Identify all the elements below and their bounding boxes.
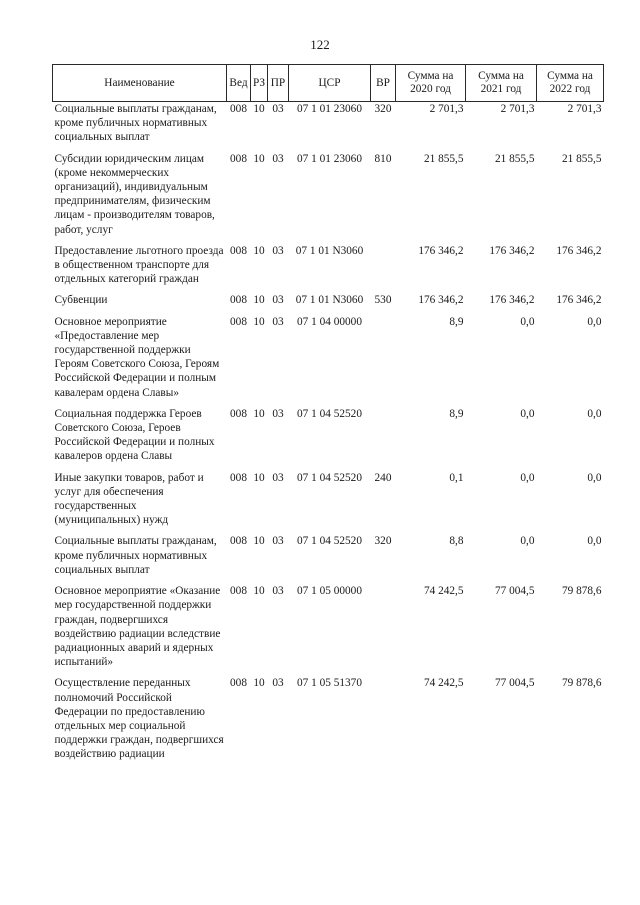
row-sum-2020: 74 242,5 <box>423 677 464 690</box>
row-sum-2022: 0,0 <box>587 407 602 420</box>
row-sum-2020: 2 701,3 <box>429 103 464 115</box>
row-ved: 008 <box>230 677 247 690</box>
row-csr: 07 1 05 00000 <box>297 585 362 598</box>
row-sum-2020: 0,1 <box>449 471 464 484</box>
row-sum-2021: 176 346,2 <box>489 294 535 307</box>
row-name: Субсидии юридическим лицам (кроме некоммерческих организаций), индивидуальным предпринимателям, физическим лицам - производителям товаров, работ, услуг <box>54 152 215 236</box>
row-csr: 07 1 01 N3060 <box>295 294 364 307</box>
row-sum-2022: 176 346,2 <box>556 294 602 307</box>
row-vr <box>371 584 396 676</box>
row-pr: 03 <box>272 585 284 598</box>
row-ved: 008 <box>230 471 247 484</box>
row-rz: 10 <box>253 294 265 307</box>
row-ved: 008 <box>230 244 247 257</box>
table-row <box>53 584 604 676</box>
row-vr <box>371 676 396 768</box>
table-row <box>53 152 604 244</box>
table-row <box>53 244 604 294</box>
row-name: Социальные выплаты гражданам, кроме публичных нормативных социальных выплат <box>54 103 217 144</box>
table-row <box>53 534 604 584</box>
row-vr <box>371 244 396 294</box>
row-rz: 10 <box>253 407 265 420</box>
table-row <box>53 293 604 314</box>
table-row <box>53 676 604 768</box>
row-name: Осуществление переданных полномочий Российской Федерации по предоставлению отдельных мер социальной поддержки граждан, подвергшихся воздействию радиации <box>54 677 224 761</box>
row-sum-2022: 79 878,6 <box>561 585 602 598</box>
row-csr: 07 1 05 51370 <box>297 677 362 690</box>
row-name: Социальные выплаты гражданам, кроме публичных нормативных социальных выплат <box>54 535 217 576</box>
row-vr: 530 <box>374 294 392 307</box>
row-sum-2021: 0,0 <box>520 471 535 484</box>
row-sum-2020: 176 346,2 <box>418 244 464 257</box>
header-sum-2022: Сумма на 2022 год <box>537 65 604 102</box>
row-rz: 10 <box>253 244 265 257</box>
row-csr: 07 1 04 52520 <box>297 407 362 420</box>
row-ved: 008 <box>230 407 247 420</box>
table-row <box>53 471 604 535</box>
row-rz: 10 <box>253 152 265 165</box>
row-pr: 03 <box>272 103 284 115</box>
row-sum-2022: 2 701,3 <box>567 103 602 115</box>
row-rz: 10 <box>253 471 265 484</box>
row-name: Основное мероприятие «Предоставление мер государственной поддержки Героям Советского Союза, Героям Российской Федерации и полным кавалерам ордена Славы» <box>54 315 220 399</box>
row-sum-2022: 176 346,2 <box>556 244 602 257</box>
row-name: Социальная поддержка Героев Советского Союза, Героев Российской Федерации и полных кавалеров ордена Славы <box>54 407 215 463</box>
row-pr: 03 <box>272 471 284 484</box>
row-sum-2022: 0,0 <box>587 535 602 548</box>
row-pr: 03 <box>272 407 284 420</box>
header-ved: Вед <box>227 65 251 102</box>
row-sum-2022: 0,0 <box>587 471 602 484</box>
row-vr: 240 <box>374 471 392 484</box>
row-sum-2020: 8,9 <box>449 407 464 420</box>
row-ved: 008 <box>230 535 247 548</box>
row-sum-2022: 0,0 <box>587 315 602 328</box>
row-csr: 07 1 04 52520 <box>297 535 362 548</box>
row-sum-2020: 74 242,5 <box>423 585 464 598</box>
row-ved: 008 <box>230 585 247 598</box>
row-sum-2021: 21 855,5 <box>494 152 535 165</box>
header-sum-2021: Сумма на 2021 год <box>466 65 537 102</box>
row-sum-2021: 77 004,5 <box>494 585 535 598</box>
row-pr: 03 <box>272 152 284 165</box>
row-pr: 03 <box>272 244 284 257</box>
row-sum-2021: 176 346,2 <box>489 244 535 257</box>
header-pr: ПР <box>268 65 289 102</box>
row-name: Основное мероприятие «Оказание мер государственной поддержки граждан, подвергшихся воздействию радиации вследствие радиационных аварий и ядерных испытаний» <box>54 585 221 669</box>
row-name: Субвенции <box>54 294 108 307</box>
table-row <box>53 315 604 407</box>
row-rz: 10 <box>253 535 265 548</box>
row-csr: 07 1 01 23060 <box>297 152 362 165</box>
row-csr: 07 1 01 23060 <box>297 103 362 115</box>
row-rz: 10 <box>253 677 265 690</box>
row-pr: 03 <box>272 677 284 690</box>
header-sum-2020: Сумма на 2020 год <box>396 65 466 102</box>
row-sum-2020: 176 346,2 <box>418 294 464 307</box>
row-csr: 07 1 04 52520 <box>297 471 362 484</box>
table-body <box>53 102 604 769</box>
row-sum-2021: 0,0 <box>520 535 535 548</box>
table-row <box>53 407 604 471</box>
row-csr: 07 1 01 N3060 <box>295 244 364 257</box>
row-ved: 008 <box>230 103 247 115</box>
row-vr: 320 <box>374 103 392 115</box>
row-sum-2020: 21 855,5 <box>423 152 464 165</box>
row-pr: 03 <box>272 535 284 548</box>
row-ved: 008 <box>230 294 247 307</box>
row-rz: 10 <box>253 103 265 115</box>
row-vr: 810 <box>374 152 392 165</box>
header-rz: РЗ <box>251 65 268 102</box>
row-sum-2020: 8,9 <box>449 315 464 328</box>
row-vr <box>371 315 396 407</box>
row-sum-2021: 2 701,3 <box>500 103 535 115</box>
row-name: Иные закупки товаров, работ и услуг для обеспечения государственных (муниципальных) нужд <box>54 471 204 527</box>
budget-table <box>52 64 604 769</box>
row-pr: 03 <box>272 315 284 328</box>
row-name: Предоставление льготного проезда в общественном транспорте для отдельных категорий граждан <box>54 244 224 286</box>
row-vr <box>371 407 396 471</box>
row-sum-2021: 0,0 <box>520 315 535 328</box>
row-rz: 10 <box>253 585 265 598</box>
row-csr: 07 1 04 00000 <box>297 315 362 328</box>
row-sum-2021: 0,0 <box>520 407 535 420</box>
row-sum-2022: 21 855,5 <box>561 152 602 165</box>
row-sum-2020: 8,8 <box>449 535 464 548</box>
row-sum-2022: 79 878,6 <box>561 677 602 690</box>
row-vr: 320 <box>374 535 392 548</box>
row-sum-2021: 77 004,5 <box>494 677 535 690</box>
table-row <box>53 102 604 152</box>
row-rz: 10 <box>253 315 265 328</box>
row-ved: 008 <box>230 152 247 165</box>
page-number: 122 <box>310 37 330 52</box>
header-vr: ВР <box>371 65 396 102</box>
row-pr: 03 <box>272 294 284 307</box>
row-ved: 008 <box>230 315 247 328</box>
table-header-row <box>53 65 604 102</box>
header-name: Наименование <box>53 65 227 102</box>
header-csr: ЦСР <box>289 65 371 102</box>
